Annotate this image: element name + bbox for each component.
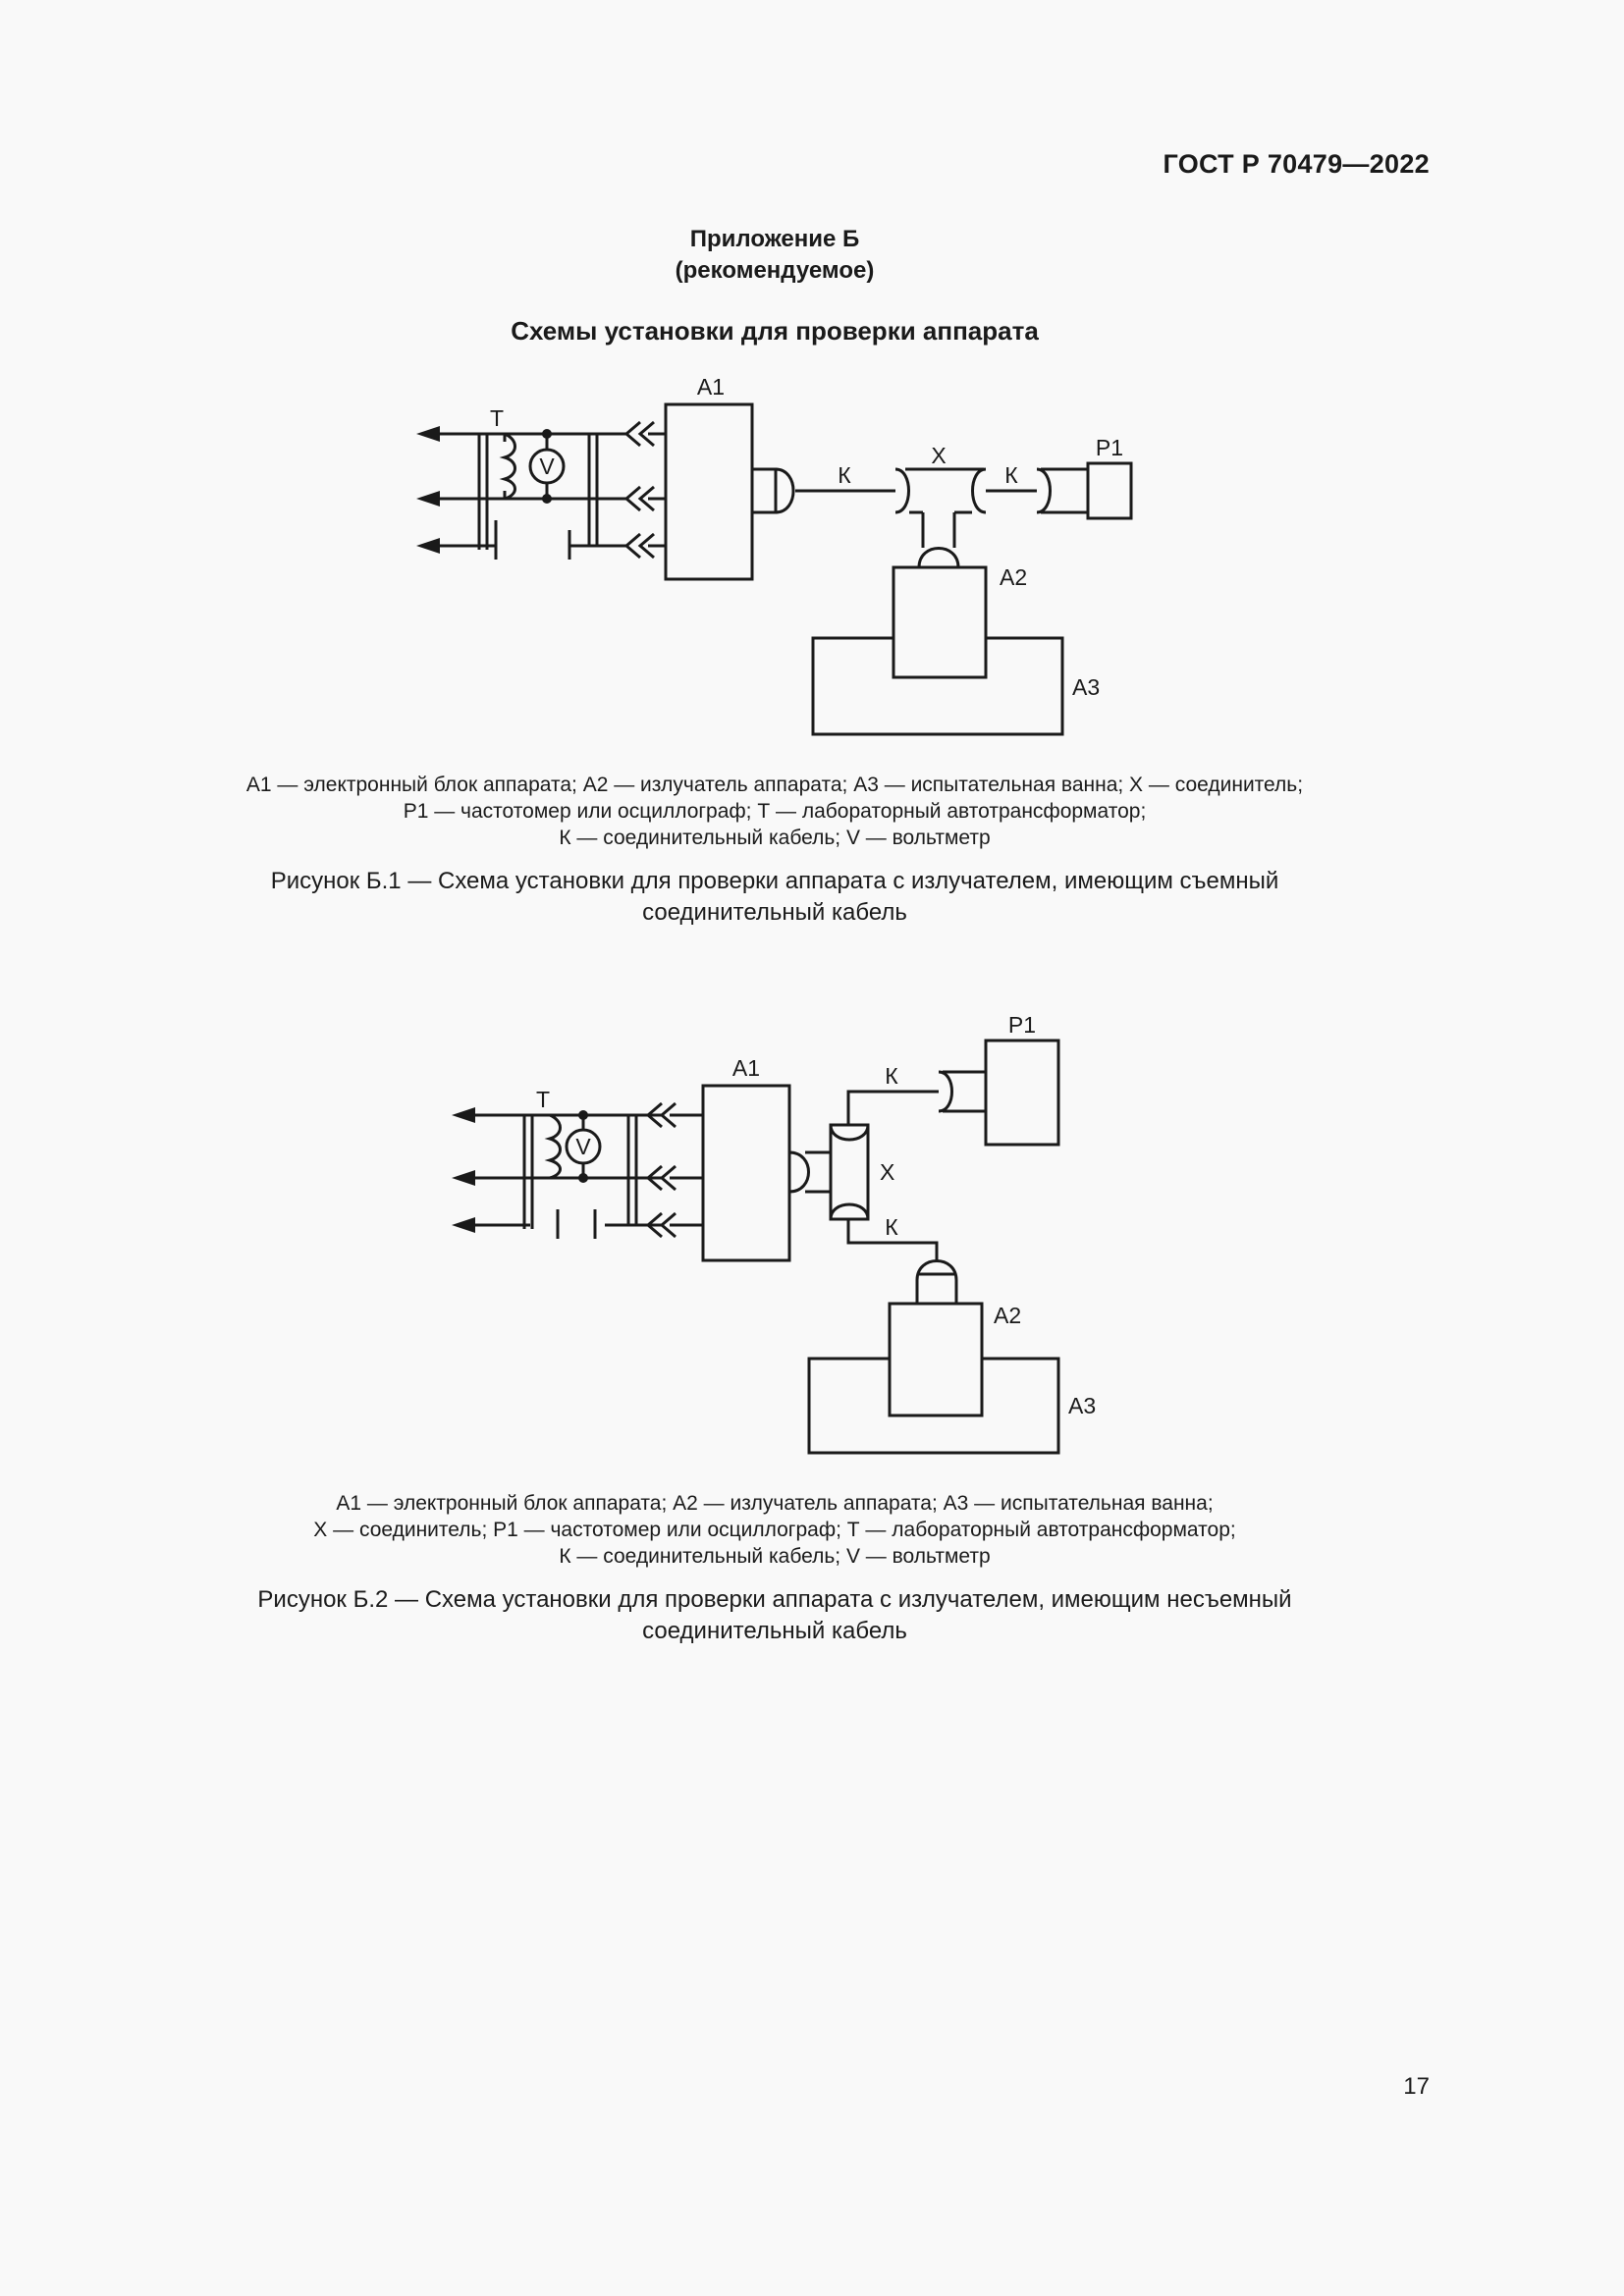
document-code: ГОСТ Р 70479—2022 [1163, 149, 1430, 179]
fig1-label-x: Х [931, 443, 947, 468]
fig1-label-k1: К [838, 462, 851, 488]
fig2-a2-connector [917, 1261, 956, 1305]
fig2-label-a3: А3 [1068, 1393, 1097, 1418]
figure-2-legend [0, 1490, 1549, 1570]
fig2-label-x: Х [880, 1159, 895, 1185]
fig1-label-a3: А3 [1072, 674, 1101, 700]
fig2-legend-line: А1 — электронный блок аппарата; А2 — излучатель аппарата; А3 — испытательная ванна; [336, 1492, 1214, 1515]
fig2-cable-k1 [848, 1092, 939, 1125]
fig2-label-k2: К [885, 1214, 898, 1240]
fig1-caption-line: соединительный кабель [642, 899, 907, 926]
fig2-legend-line: Х — соединитель; Р1 — частотомер или осциллограф; Т — лабораторный автотрансформатор; [313, 1519, 1236, 1541]
fig2-label-p1: Р1 [1007, 1012, 1037, 1038]
fig2-p1-connector [939, 1072, 986, 1111]
fig2-plug-connectors [648, 1103, 703, 1237]
fig2-block-a1 [703, 1086, 789, 1260]
fig1-label-v: V [539, 454, 555, 479]
fig1-label-k2: К [1004, 462, 1018, 488]
fig2-autotransformer [524, 1087, 561, 1229]
appendix-subtitle: (рекомендуемое) [675, 257, 875, 284]
fig2-connector-x [805, 1125, 868, 1219]
fig2-caption-line: Рисунок Б.2 — Схема установки для проверки аппарата с излучателем, имеющим несъемный [257, 1586, 1292, 1613]
fig2-block-p1 [986, 1041, 1058, 1145]
fig2-block-a2 [890, 1304, 982, 1415]
fig1-label-t: Т [489, 405, 505, 431]
fig2-voltmeter [567, 1110, 600, 1183]
fig2-caption-line: соединительный кабель [642, 1618, 907, 1644]
fig2-a1-connector [789, 1152, 809, 1192]
section-title: Схемы установки для проверки аппарата [511, 316, 1039, 346]
fig2-label-a2: А2 [994, 1303, 1022, 1328]
fig2-label-k1: К [885, 1063, 898, 1089]
appendix-title: Приложение Б [689, 226, 860, 252]
fig1-label-a2: А2 [1000, 564, 1028, 590]
fig2-label-v: V [575, 1134, 591, 1159]
fig2-label-a1: А1 [731, 1055, 761, 1081]
fig2-block-a3 [809, 1359, 1058, 1453]
fig2-label-t: Т [535, 1087, 551, 1112]
fig1-legend-line: К — соединительный кабель; V — вольтметр [559, 827, 991, 849]
fig1-label-p1: Р1 [1095, 435, 1124, 460]
fig2-legend-line: К — соединительный кабель; V — вольтметр [559, 1545, 991, 1568]
page-number: 17 [1403, 2073, 1430, 2100]
fig1-caption-line: Рисунок Б.1 — Схема установки для проверки аппарата с излучателем, имеющим съемный [270, 868, 1279, 894]
fig1-legend-line: А1 — электронный блок аппарата; А2 — излучатель аппарата; А3 — испытательная ванна; Х — соединитель; [245, 774, 1304, 796]
fig1-legend-line: Р1 — частотомер или осциллограф; Т — лабораторный автотрансформатор; [403, 800, 1147, 823]
fig1-label-a1: А1 [696, 374, 726, 400]
figure-2-caption [0, 1584, 1549, 1647]
